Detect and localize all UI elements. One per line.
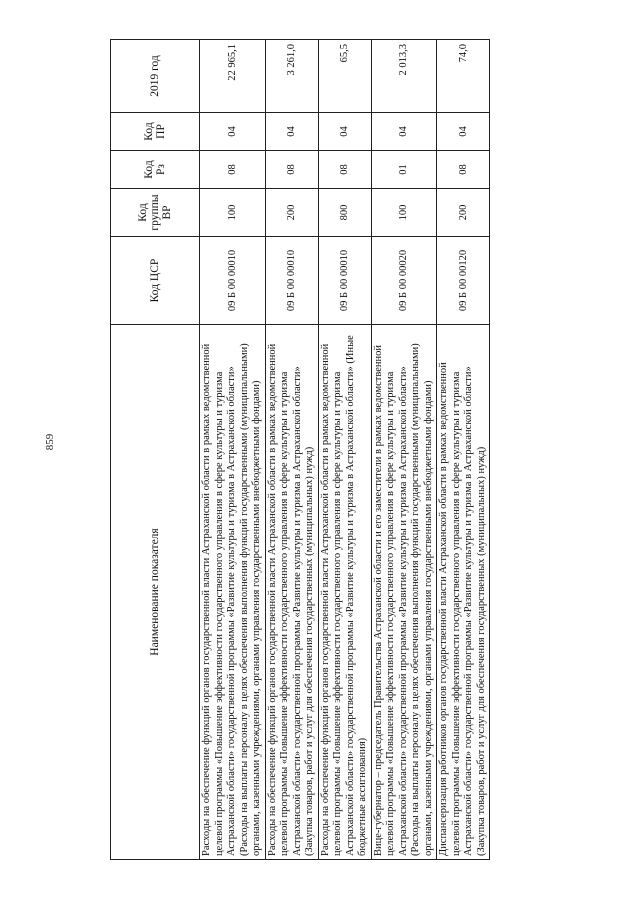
row-rz: 08 <box>437 151 490 189</box>
row-pr: 04 <box>437 113 490 151</box>
header-year: 2019 год <box>111 40 200 113</box>
row-rz: 08 <box>318 151 371 189</box>
row-name: Вице-губернатор – председатель Правительства Астраханской области и его заместители в рамках ведомственной целевой программы «Повышение эффективности государственного управления в сфере культуры и туризма Астраханской области» государственной программы «Развитие культуры и туризма в Астраханской области» (Расходы на выплаты персоналу в целях обеспечения выполнения функций государственными (муниципальными) органами, казенными учреждениями, органами управления государственными внебюджетными фондами) <box>371 325 437 860</box>
row-vr: 200 <box>265 189 318 237</box>
row-csr: 09 Б 00 00120 <box>437 237 490 325</box>
budget-table <box>110 39 490 860</box>
row-csr: 09 Б 00 00010 <box>318 237 371 325</box>
table-row <box>371 40 437 860</box>
header-pr: Код ПР <box>111 113 200 151</box>
row-name: Расходы на обеспечение функций органов государственной власти Астраханской области в рамках ведомственной целевой программы «Повышение эффективности государственного управления в сфере культуры и туризма Астраханской области» государственной программы «Развитие культуры и туризма в Астраханской области» (Расходы на выплаты персоналу в целях обеспечения выполнения функций государственными (муниципальными) органами, казенными учреждениями, органами управления государственными внебюджетными фондами) <box>200 325 266 860</box>
row-name: Диспансеризация работников органов государственной власти Астраханской области в рамках ведомственной целевой программы «Повышение эффективности государственного управления в сфере культуры и туризма Астраханской области» государственной программы «Развитие культуры и туризма в Астраханской области» (Закупка товаров, работ и услуг для обеспечения государственных (муниципальных) нужд) <box>437 325 490 860</box>
row-csr: 09 Б 00 00010 <box>200 237 266 325</box>
row-vr: 800 <box>318 189 371 237</box>
row-value: 65,5 <box>318 40 371 113</box>
table-row <box>265 40 318 860</box>
row-value: 22 965,1 <box>200 40 266 113</box>
row-value: 3 261,0 <box>265 40 318 113</box>
budget-table-container <box>110 40 588 860</box>
row-csr: 09 Б 00 00020 <box>371 237 437 325</box>
row-name: Расходы на обеспечение функций органов государственной власти Астраханской области в рамках ведомственной целевой программы «Повышение эффективности государственного управления в сфере культуры и туризма Астраханской области» государственной программы «Развитие культуры и туризма в Астраханской области» (Иные бюджетные ассигнования) <box>318 325 371 860</box>
row-value: 2 013,3 <box>371 40 437 113</box>
page-number: 859 <box>44 433 56 451</box>
table-header-row <box>111 40 200 860</box>
row-vr: 200 <box>437 189 490 237</box>
header-csr: Код ЦСР <box>111 237 200 325</box>
row-pr: 04 <box>371 113 437 151</box>
header-name: Наименование показателя <box>111 325 200 860</box>
row-pr: 04 <box>200 113 266 151</box>
row-rz: 01 <box>371 151 437 189</box>
table-row <box>437 40 490 860</box>
row-vr: 100 <box>371 189 437 237</box>
table-row <box>200 40 266 860</box>
row-value: 74,0 <box>437 40 490 113</box>
table-row <box>318 40 371 860</box>
row-vr: 100 <box>200 189 266 237</box>
row-rz: 08 <box>200 151 266 189</box>
row-pr: 04 <box>318 113 371 151</box>
row-rz: 08 <box>265 151 318 189</box>
row-name: Расходы на обеспечение функций органов государственной власти Астраханской области в рамках ведомственной целевой программы «Повышение эффективности государственного управления в сфере культуры и туризма Астраханской области» государственной программы «Развитие культуры и туризма в Астраханской области» (Закупка товаров, работ и услуг для обеспечения государственных (муниципальных) нужд) <box>265 325 318 860</box>
row-csr: 09 Б 00 00010 <box>265 237 318 325</box>
row-pr: 04 <box>265 113 318 151</box>
header-rz: Код Рз <box>111 151 200 189</box>
header-vr: Код группы ВР <box>111 189 200 237</box>
